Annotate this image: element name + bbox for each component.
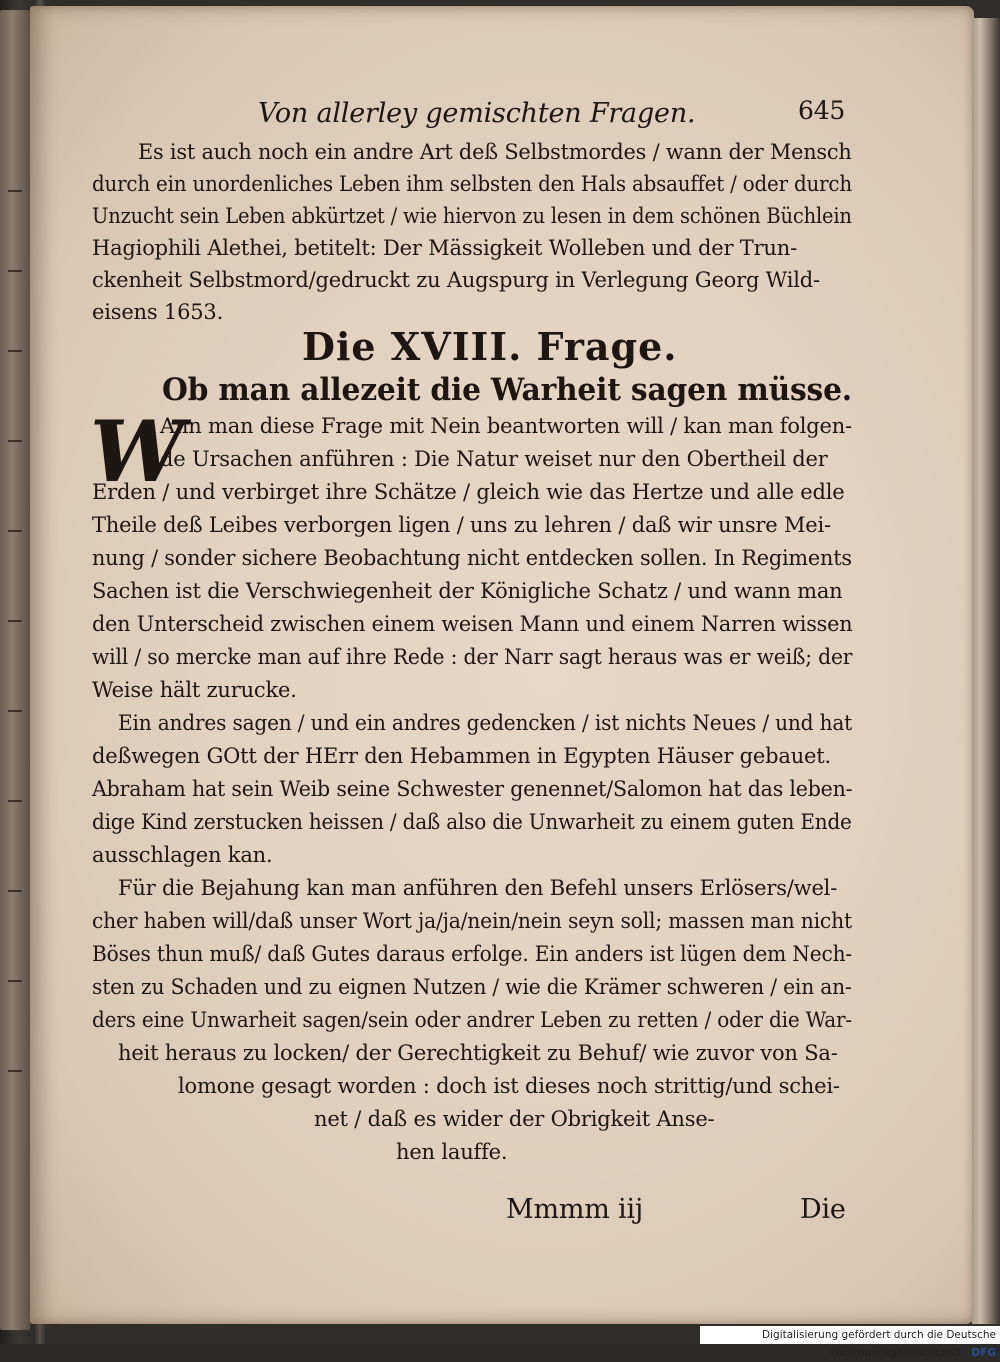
digitization-credit <box>700 1326 1000 1359</box>
paragraph-line: Ann man diese Frage mit Nein beantworten will / kan man folgen- <box>160 414 852 438</box>
question-subtitle: Ob man allezeit die Warheit sagen müsse. <box>162 372 852 408</box>
previous-page-edge <box>0 10 30 1330</box>
paragraph-line: will / so mercke man auf ihre Rede : der Narr sagt heraus was er weiß; der <box>92 645 853 669</box>
paragraph-line: net / daß es wider der Obrigkeit Anse- <box>314 1107 715 1131</box>
intro-line: Unzucht sein Leben abkürtzet / wie hiervon zu lesen in dem schönen Büchlein <box>92 204 852 228</box>
paragraph-line: dige Kind zerstucken heissen / daß also die Unwarheit zu einem guten Ende <box>92 810 852 834</box>
paragraph-line: Abraham hat sein Weib seine Schwester genennet/Salomon hat das leben- <box>92 777 853 801</box>
intro-line: Hagiophili Alethei, betitelt: Der Mässigkeit Wolleben und der Trun- <box>92 236 797 260</box>
paragraph-line: Böses thun muß/ daß Gutes daraus erfolge. Ein anders ist lügen dem Nech- <box>92 942 853 966</box>
paragraph-line: heit heraus zu locken/ der Gerechtigkeit zu Behuf/ wie zuvor von Sa- <box>118 1041 838 1065</box>
paragraph-line: cher haben will/daß unser Wort ja/ja/nein/nein seyn soll; massen man nicht <box>92 909 852 933</box>
paragraph-line: ders eine Unwarheit sagen/sein oder andrer Leben zu retten / oder die War- <box>92 1008 853 1032</box>
paragraph-line: Für die Bejahung kan man anführen den Befehl unsers Erlösers/wel- <box>118 876 838 900</box>
paragraph-line: deßwegen GOtt der HErr den Hebammen in Egypten Häuser gebauet. <box>92 744 831 768</box>
catchword: Die <box>800 1194 846 1225</box>
paragraph-line: den Unterscheid zwischen einem weisen Mann und einem Narren wissen <box>92 612 853 636</box>
page-number: 645 <box>798 96 846 125</box>
drop-cap: W <box>90 402 185 501</box>
book-page-stack-edge <box>972 18 1000 1324</box>
paragraph-line: ausschlagen kan. <box>92 843 273 867</box>
intro-line: eisens 1653. <box>92 300 224 324</box>
paragraph-line: sten zu Schaden und zu eignen Nutzen / wie die Krämer schweren / ein an- <box>92 975 852 999</box>
intro-line: Es ist auch noch ein andre Art deß Selbstmordes / wann der Mensch <box>138 140 852 164</box>
intro-line: ckenheit Selbstmord/gedruckt zu Augspurg in Verlegung Georg Wild- <box>92 268 820 292</box>
paragraph-line: hen lauffe. <box>396 1140 508 1164</box>
paragraph-line: de Ursachen anführen : Die Natur weiset nur den Obertheil der <box>160 447 828 471</box>
intro-line: durch ein unordenliches Leben ihm selbsten den Hals absauffet / oder durch <box>92 172 852 196</box>
paragraph-line: Weise hält zurucke. <box>92 678 297 702</box>
paragraph-line: Ein andres sagen / und ein andres gedencken / ist nichts Neues / und hat <box>118 711 853 735</box>
paragraph-line: Theile deß Leibes verborgen ligen / uns zu lehren / daß wir unsre Mei- <box>92 513 831 537</box>
paragraph-line: Sachen ist die Verschwiegenheit der Königliche Schatz / und wann man <box>92 579 843 603</box>
paragraph-line: lomone gesagt worden : doch ist dieses noch strittig/und schei- <box>178 1074 840 1098</box>
running-title: Von allerley gemischten Fragen. <box>258 98 696 129</box>
paragraph-line: Erden / und verbirget ihre Schätze / gleich wie das Hertze und alle edle <box>92 480 845 504</box>
dfg-logo-icon: DFG <box>971 1347 996 1359</box>
paragraph-line: nung / sonder sichere Beobachtung nicht entdecken sollen. In Regiments <box>92 546 852 570</box>
question-title: Die XVIII. Frage. <box>302 324 678 369</box>
credit-text: Digitalisierung gefördert durch die Deutsche Forschungsgemeinschaft · <box>762 1329 996 1359</box>
signature-mark: Mmmm iij <box>506 1194 644 1225</box>
